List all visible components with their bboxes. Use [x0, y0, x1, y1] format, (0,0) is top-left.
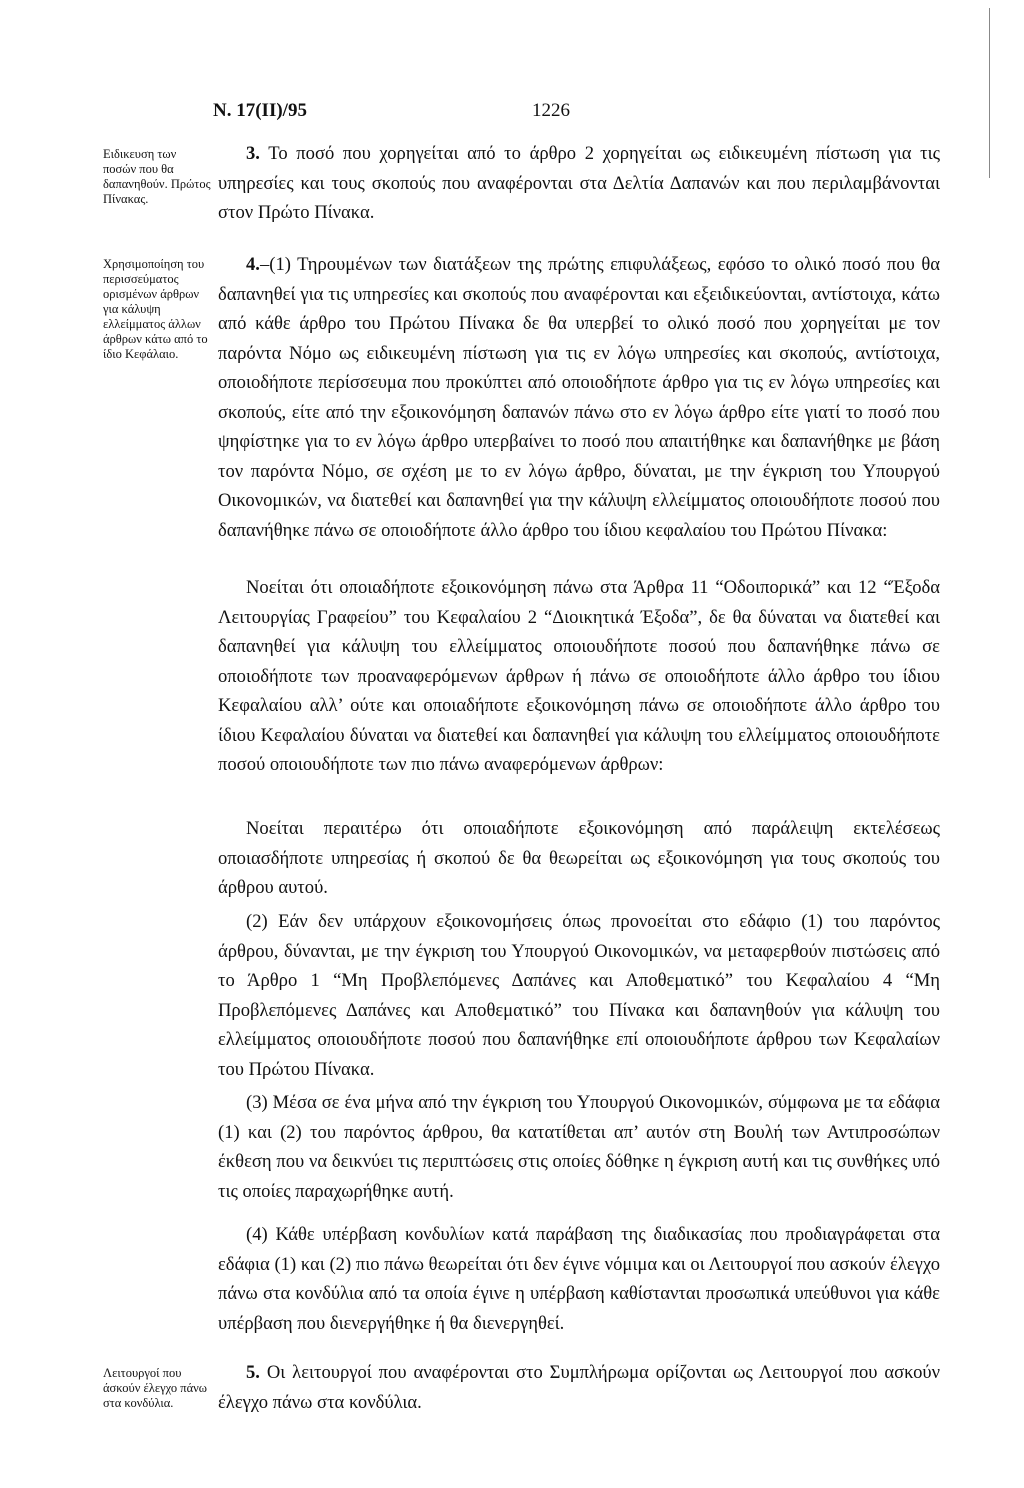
section-number: 5. [246, 1362, 260, 1383]
section-number: 3. [246, 143, 260, 164]
page-header [0, 100, 1024, 130]
section-4-subsection-3 [218, 1088, 940, 1206]
section-paragraph: (3) Μέσα σε ένα μήνα από την έγκριση του Υπουργού Οικονομικών, σύμφωνα με τα εδάφια (1) και (2) του παρόντος άρθρου, θα κατατίθεται απ’ αυτόν στη Βουλή των Αντιπροσώπων έκθεση που να δεικνύει τις περιπτώσεις στις οποίες δόθηκε η έγκριση αυτή και τις συνθήκες υπό τις οποίες παραχωρήθηκε αυτή. [218, 1092, 940, 1202]
section-3 [218, 139, 940, 228]
section-4-subsection-2 [218, 907, 940, 1084]
section-paragraph: Νοείται ότι οποιαδήποτε εξοικονόμηση πάνω στα Άρθρα 11 “Οδοιπορικά” και 12 “Έξοδα Λειτουργίας Γραφείου” του Κεφαλαίου 2 “Διοικητικά Έξοδα”, δε θα δύναται να διατεθεί και δαπανηθεί για κάλυψη του ελλείμματος οποιουδήποτε ποσού που δαπανήθηκε πάνω σε οποιοδήποτε των προαναφερόμενων άρθρων ή πάνω σε οποιοδήποτε άλλο άρθρο του ίδιου Κεφαλαίου αλλ’ ούτε και οποιαδήποτε εξοικονόμηση πάνω σε οποιοδήποτε άλλο άρθρο του ίδιου Κεφαλαίου δύναται να διατεθεί και δαπανηθεί για κάλυψη του ελλείμματος οποιουδήποτε ποσού οποιουδήποτε των πιο πάνω αναφερόμενων άρθρων: [218, 577, 940, 775]
section-paragraph: –(1) Τηρουμένων των διατάξεων της πρώτης επιφυλάξεως, εφόσο το ολικό ποσό που θα δαπανηθεί για τις υπηρεσίες και σκοπούς που αναφέρονται και εξειδικεύονται, αντίστοιχα, κάτω από κάθε άρθρο του Πρώτου Πίνακα δε θα υπερβεί το ολικό ποσό που χορηγείται με τον παρόντα Νόμο ως ειδικευμένη πίστωση για τις εν λόγω υπηρεσίες και σκοπούς, αντίστοιχα, οποιοδήποτε περίσσευμα που προκύπτει από οποιοδήποτε άρθρο για τις εν λόγω υπηρεσίες και σκοπούς, είτε από την εξοικονόμηση δαπανών πάνω στο εν λόγω άρθρο είτε γιατί το ποσό που ψηφίστηκε για το εν λόγω άρθρο υπερβαίνει το ποσό που απαιτήθηκε και δαπανήθηκε με βάση τον παρόντα Νόμο, σε σχέση με το εν λόγω άρθρο, δύναται, με την έγκριση του Υπουργού Οικονομικών, να διατεθεί και δαπανηθεί για την κάλυψη ελλείμματος οποιουδήποτε ποσού που δαπανήθηκε πάνω σε οποιοδήποτε άλλο άρθρο του ίδιου κεφαλαίου του Πρώτου Πίνακα: [218, 254, 940, 541]
section-4-subsection-4 [218, 1220, 940, 1338]
page-number: 1226 [532, 100, 570, 121]
section-4 [218, 250, 940, 545]
section-paragraph: (2) Εάν δεν υπάρχουν εξοικονομήσεις όπως προνοείται στο εδάφιο (1) του παρόντος άρθρου, δύνανται, με την έγκριση του Υπουργού Οικονομικών, να μεταφερθούν πιστώσεις από το Άρθρο 1 “Μη Προβλεπόμενες Δαπάνες και Αποθεματικό” του Κεφαλαίου 4 “Μη Προβλεπόμενες Δαπάνες και Αποθεματικό” του Πίνακα και δαπανηθούν για κάλυψη του ελλείμματος οποιουδήποτε ποσού που δαπανήθηκε επί οποιουδήποτε άρθρου των Κεφαλαίων του Πρώτου Πίνακα. [218, 911, 940, 1080]
section-paragraph: Νοείται περαιτέρω ότι οποιαδήποτε εξοικονόμηση από παράλειψη εκτελέσεως οποιασδήποτε υπηρεσίας ή σκοπού δε θα θεωρείται ως εξοικονόμηση για τους σκοπούς του άρθρου αυτού. [218, 818, 940, 898]
section-4-proviso-2 [218, 814, 940, 903]
section-text: Το ποσό που χορηγείται από το άρθρο 2 χορηγείται ως ειδικευμένη πίστωση για τις υπηρεσίες και τους σκοπούς που αναφέρονται στα Δελτία Δαπανών και που περιλαμβάνονται στον Πρώτο Πίνακα. [218, 143, 940, 223]
section-5 [218, 1358, 940, 1417]
margin-note-control-officers: Λειτουργοί που άσκούν έλεγχο πάνω στα κονδύλια. [103, 1366, 207, 1410]
section-text: Οι λειτουργοί που αναφέρονται στο Συμπλήρωμα ορίζονται ως Λειτουργοί που ασκούν έλεγχο πάνω στα κονδύλια. [218, 1362, 940, 1413]
section-paragraph: (4) Κάθε υπέρβαση κονδυλίων κατά παράβαση της διαδικασίας που προδιαγράφεται στα εδάφια (1) και (2) πιο πάνω θεωρείται ότι δεν έγινε νόμιμα και οι Λειτουργοί που ασκούν έλεγχο πάνω στα κονδύλια από τα οποία έγινε η υπέρβαση καθίστανται προσωπικά υπεύθυνοι για κάθε υπέρβαση που διενεργήθηκε ή θα διενεργηθεί. [218, 1224, 940, 1334]
section-4-proviso-1 [218, 573, 940, 780]
section-number: 4. [246, 254, 260, 275]
page-edge-line [989, 8, 990, 178]
margin-note-surplus-use: Χρησιμοποίηση του περισσεύματος ορισμένων άρθρων για κάλυψη ελλείμματος άλλων άρθρων κάτω από το ίδιο Κεφάλαιο. [103, 257, 208, 361]
margin-note-specification: Ειδικευση των ποσών που θα δαπανηθούν. Πρώτος Πίνακας. [103, 147, 211, 206]
law-number: Ν. 17(ΙΙ)/95 [213, 100, 307, 121]
